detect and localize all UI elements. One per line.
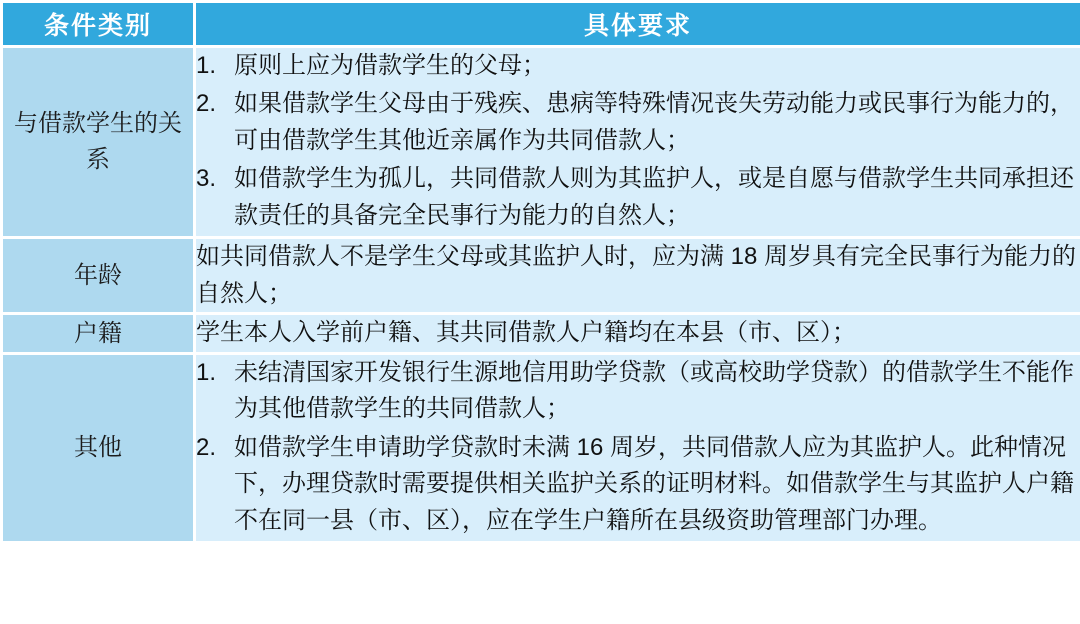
requirement-cell	[196, 355, 1080, 541]
requirement-cell	[196, 315, 1080, 351]
list-item-text: 如借款学生申请助学贷款时未满 16 周岁，共同借款人应为其监护人。此种情况下，办理贷款时需要提供相关监护关系的证明材料。如借款学生与其监护人户籍不在同一县（市、区），应在学生户籍所在县级资助管理部门办理。	[234, 433, 1074, 534]
category-cell: 其他	[3, 355, 193, 541]
list-item-text: 未结清国家开发银行生源地信用助学贷款（或高校助学贷款）的借款学生不能作为其他借款学生的共同借款人；	[234, 358, 1074, 423]
category-cell: 与借款学生的关系	[3, 48, 193, 236]
header-requirement: 具体要求	[196, 3, 1080, 45]
header-category: 条件类别	[3, 3, 193, 45]
table-row	[3, 355, 1080, 541]
list-item-text: 如果借款学生父母由于残疾、患病等特殊情况丧失劳动能力或民事行为能力的，可由借款学生其他近亲属作为共同借款人；	[234, 90, 1074, 154]
requirement-cell	[196, 239, 1080, 312]
table-body	[3, 48, 1080, 541]
category-cell: 年龄	[3, 239, 193, 312]
list-marker: 2.	[196, 433, 217, 461]
list-marker: 1.	[196, 52, 217, 79]
table-header-row	[3, 3, 1080, 45]
table-row	[3, 315, 1080, 351]
list-marker: 2.	[196, 90, 217, 118]
requirement-text: 学生本人入学前户籍、其共同借款人户籍均在本县（市、区）；	[196, 319, 856, 347]
requirement-list	[196, 48, 1080, 234]
category-cell: 户籍	[3, 315, 193, 351]
table-row	[3, 48, 1080, 236]
list-item	[196, 161, 1080, 234]
list-item	[196, 86, 1080, 159]
list-item-text: 原则上应为借款学生的父母；	[234, 52, 546, 79]
list-item-text: 如借款学生为孤儿，共同借款人则为其监护人，或是自愿与借款学生共同承担还款责任的具备完全民事行为能力的自然人；	[234, 165, 1074, 229]
list-item	[196, 355, 1080, 428]
requirement-list	[196, 355, 1080, 539]
table-header	[3, 3, 1080, 45]
table-row	[3, 239, 1080, 312]
requirement-text: 如共同借款人不是学生父母或其监护人时，应为满 18 周岁具有完全民事行为能力的自然人；	[196, 243, 1077, 307]
list-marker: 3.	[196, 165, 217, 193]
list-marker: 1.	[196, 358, 217, 386]
requirement-cell	[196, 48, 1080, 236]
list-item	[196, 430, 1080, 539]
list-item	[196, 48, 1080, 84]
